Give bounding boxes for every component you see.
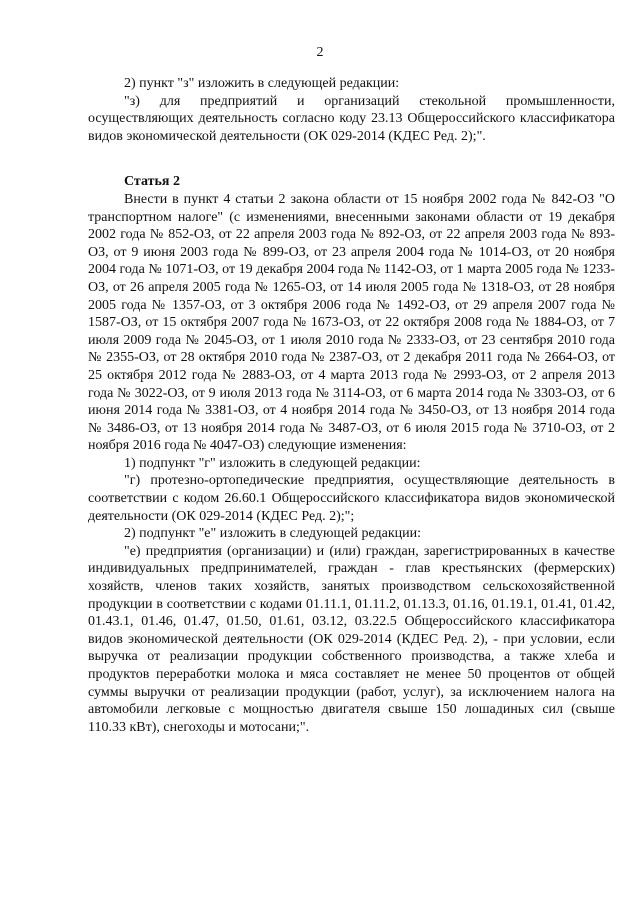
paragraph-subitem-e-text: "е) предприятия (организации) и (или) граждан, зарегистрированных в качестве индивидуальных предпринимателей, граждан - глав крестьянских (фермерских) хозяйств, членов таких хозяйств, занятых производством сельскохозяйственной продукции в соответствии с кодами 01.11.1, 01.11.2, 01.13.3, 01.16, 01.19.1, 01.41, 01.42, 01.43.1, 01.46, 01.47, 01.50, 01.61, 03.12, 03.22.5 Общероссийского классификатора видов экономической деятельности (ОК 029-2014 (КДЕС Ред. 2), - при условии, если выручка от реализации продукции собственного производства, а также хлеба и продуктов переработки молока и мяса составляет не менее 50 процентов от общей суммы выручки от реализации продукции (работ, услуг), за исключением налога на автомобили легковые с мощностью двигателя свыше 150 лошадиных сил (свыше 110.33 кВт), снегоходы и мотосани;". bbox=[88, 543, 615, 735]
paragraph-item-2-intro: 2) пункт "з" изложить в следующей редакции: bbox=[124, 76, 400, 91]
paragraph-subitem-e-intro: 2) подпункт "е" изложить в следующей редакции: bbox=[124, 526, 422, 542]
page-number: 2 bbox=[316, 45, 324, 60]
paragraph-subitem-g-text: "г) протезно-ортопедические предприятия, осуществляющие деятельность в соответствии с кодом 26.60.1 Общероссийского классификатора видов экономической деятельности (ОК 029-2014 (КДЕС Ред. 2);"; bbox=[88, 473, 615, 524]
paragraph-item-z-text: "з) для предприятий и организаций стекольной промышленности, осуществляющих деятельность согласно коду 23.13 Общероссийского классификатора видов экономической деятельности (ОК 029-2014 (КДЕС Ред. 2);". bbox=[88, 93, 615, 144]
paragraph-article-2-amendments: Внести в пункт 4 статьи 2 закона области от 15 ноября 2002 года № 842-ОЗ "О транспортном налоге" (с изменениями, внесенными законами области от 19 декабря 2002 года № 852-ОЗ, от 22 апреля 2003 года № 892-ОЗ, от 22 апреля 2003 года № 893-ОЗ, от 9 июня 2003 года № 899-ОЗ, от 23 апреля 2004 года № 1014-ОЗ, от 20 ноября 2004 года № 1071-ОЗ, от 19 декабря 2004 года № 1142-ОЗ, от 1 марта 2005 года № 1233-ОЗ, от 26 апреля 2005 года № 1265-ОЗ, от 14 июля 2005 года № 1318-ОЗ, от 28 ноября 2005 года № 1357-ОЗ, от 3 октября 2006 года № 1492-ОЗ, от 29 апреля 2007 года № 1587-ОЗ, от 15 октября 2007 года № 1673-ОЗ, от 22 октября 2008 года № 1884-ОЗ, от 7 июля 2009 года № 2045-ОЗ, от 1 июля 2010 года № 2333-ОЗ, от 23 сентября 2010 года № 2355-ОЗ, от 28 октября 2010 года № 2387-ОЗ, от 2 декабря 2011 года № 2664-ОЗ, от 25 октября 2012 года № 2883-ОЗ, от 4 марта 2013 года № 2993-ОЗ, от 2 апреля 2013 года № 3022-ОЗ, от 9 июля 2013 года № 3114-ОЗ, от 6 марта 2014 года № 3303-ОЗ, от 6 июня 2014 года № 3381-ОЗ, от 4 ноября 2014 года № 3450-ОЗ, от 13 ноября 2014 года № 3486-ОЗ, от 13 ноября 2014 года № 3487-ОЗ, от 6 июля 2015 года № 3710-ОЗ, от 2 ноября 2016 года № 4047-ОЗ) следующие изменения: bbox=[88, 191, 615, 454]
paragraph-subitem-g-intro: 1) подпункт "г" изложить в следующей редакции: bbox=[124, 455, 421, 471]
article-2-heading: Статья 2 bbox=[124, 174, 180, 190]
document-body bbox=[88, 75, 615, 736]
